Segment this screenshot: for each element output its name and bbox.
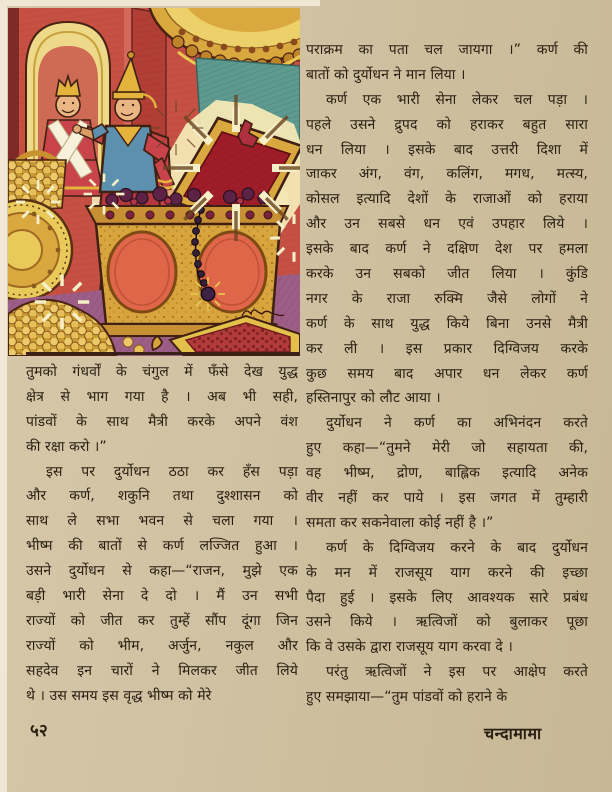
paragraph <box>306 536 588 660</box>
text-line: कि वे उसके द्वारा राजसूय याग करवा दे । <box>306 639 513 656</box>
page-number: ५२ <box>30 721 48 741</box>
text-line: इस पर दुर्योधन ठठा कर हँस पड़ा <box>46 463 298 480</box>
text-line: और उन सबसे धन एवं उपहार लिये । <box>306 216 588 233</box>
paragraph <box>306 660 588 710</box>
text-line: कोसल इत्यादि देशों के राजाओं को हराया <box>306 191 588 208</box>
text-line: इसके बाद कर्ण ने दक्षिण देश पर हमला <box>306 241 588 258</box>
text-line: कुछ समय बाद अपार धन लेकर कर्ण <box>306 365 588 382</box>
text-line: करके उन सबको जीत लिया । कुंडि <box>306 266 588 283</box>
text-line: बड़ी भारी सेना दे दो । मैं उन सभी <box>26 588 298 605</box>
text-line: पहले उसने द्रुपद को हराकर बहुत सारा <box>306 116 588 133</box>
story-illustration <box>8 8 300 356</box>
text-line: समता कर सकनेवाला कोई नहीं है ।” <box>306 514 494 531</box>
text-line: उसने किये । ऋत्विजों को बुलाकर पूछा <box>306 614 588 631</box>
text-line: हुए कहा—“तुमने मेरी जो सहायता की, <box>306 440 588 457</box>
text-line: दुर्योधन ने कर्ण का अभिनंदन करते <box>326 415 588 432</box>
text-line: वीर नहीं कर पाये । इस जगत में तुम्हारी <box>306 490 588 507</box>
text-line: पराक्रम का पता चल जायगा ।” कर्ण की <box>306 42 588 58</box>
text-line: वह भीष्म, द्रोण, बाह्लिक इत्यादि अनेक <box>306 465 588 482</box>
text-line: परंतु ऋत्विजों ने इस पर आक्षेप करते <box>326 664 588 681</box>
text-line: नगर के राजा रुक्मि जैसे लोगों ने <box>306 290 588 307</box>
text-line: राज्यों को जीत कर तुम्हें सौंप दूंगा जिन <box>26 612 298 629</box>
text-line: जाकर अंग, वंग, कलिंग, मगध, मत्स्य, <box>306 166 588 183</box>
text-line: साथ ले सभा भवन से चला गया । <box>26 513 298 530</box>
text-line: तुमको गंधर्वों के चंगुल में फँसे देख युद्ध <box>26 364 298 380</box>
paragraph <box>26 360 298 460</box>
text-line: क्षेत्र से भाग गया है । अब भी सही, <box>26 388 298 405</box>
text-line: और कर्ण, शकुनि तथा दुश्शासन को <box>26 488 298 505</box>
text-line: भीष्म की बातों से कर्ण लज्जित हुआ । <box>26 538 298 555</box>
paragraph <box>306 411 588 535</box>
text-line: हस्तिनापुर को लौट आया । <box>306 390 441 407</box>
text-line: हुए समझाया—“तुम पांडवों को हराने के <box>306 689 508 706</box>
right-text-column <box>306 38 588 710</box>
left-text-column <box>26 360 298 708</box>
text-line: के मन में राजसूय याग करने की इच्छा <box>306 564 588 581</box>
text-line: थे । उस समय इस वृद्ध भीष्म को मेरे <box>26 687 212 704</box>
text-line: राज्यों को भीम, अर्जुन, नकुल और <box>26 637 298 654</box>
paragraph <box>306 38 588 88</box>
text-line: पैदा हुई । इसके लिए आवश्यक सारे प्रबंध <box>306 589 588 606</box>
text-line: कर्ण एक भारी सेना लेकर चल पड़ा । <box>326 91 588 108</box>
text-line: उसने दुर्योधन से कहा—“राजन, मुझे एक <box>26 563 298 580</box>
text-line: सहदेव इन चारों ने मिलकर जीत लिये <box>26 662 298 679</box>
scan-edge-left <box>0 0 7 792</box>
text-line: कर्ण के दिग्विजय करने के बाद दुर्योधन <box>326 539 588 556</box>
text-line: कर ली । इस प्रकार दिग्विजय करके <box>306 340 588 357</box>
text-line: कर्ण के साथ युद्ध किये बिना उनसे मैत्री <box>306 315 588 332</box>
paragraph <box>306 88 588 412</box>
text-line: पांडवों के साथ मैत्री करके अपने वंश <box>26 413 298 430</box>
scan-edge-top <box>0 0 320 6</box>
text-line: धन लिया । इसके बाद उत्तरी दिशा में <box>306 141 588 158</box>
text-line: बातों को दुर्योधन ने मान लिया । <box>306 66 466 83</box>
paragraph <box>26 460 298 709</box>
magazine-name: चन्दामामा <box>484 724 542 743</box>
text-line: की रक्षा करो ।” <box>26 438 107 455</box>
